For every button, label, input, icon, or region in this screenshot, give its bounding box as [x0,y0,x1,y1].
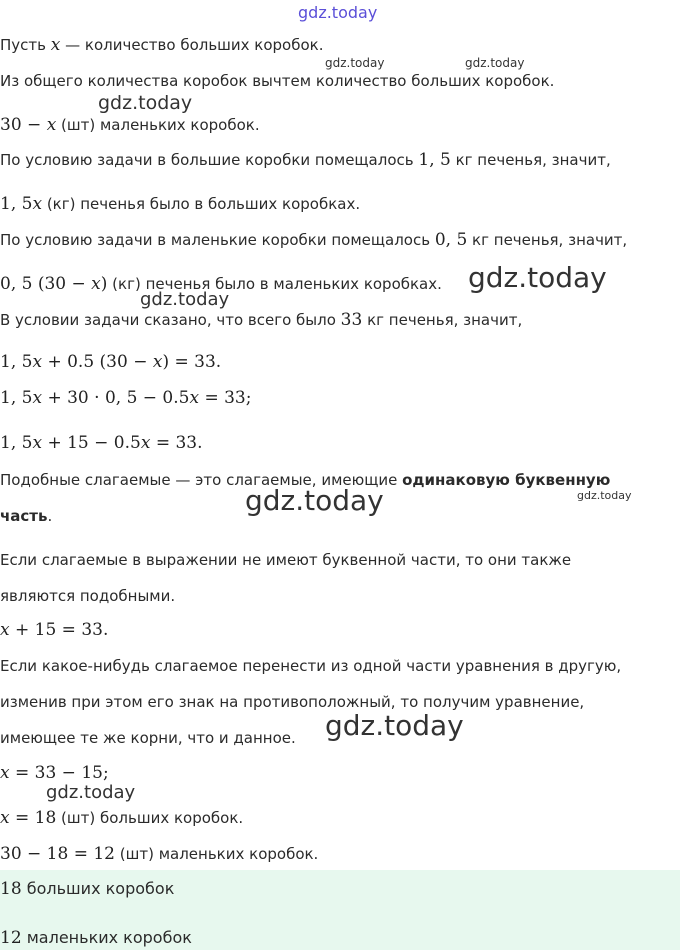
definition-line-2: часть. [0,507,53,525]
answer-small-boxes: 12 маленьких коробок [0,928,192,948]
equation-7: 30 − 18 = 12 (шт) маленьких коробок. [0,844,319,864]
text-line-let-x: Пусть x — количество больших коробок. [0,35,324,55]
watermark: gdz.today [245,484,384,517]
watermark: gdz.today [46,782,136,803]
text-line-small-boxes: 30 − x (шт) маленьких коробок. [0,115,260,135]
note-line-2: являются подобными. [0,587,176,605]
answer-large-boxes: 18 больших коробок [0,879,175,899]
text-line-small-cookies: 0, 5 (30 − x) (кг) печенья было в маленьких коробках. [0,274,442,294]
definition-line-1: Подобные слагаемые — это слагаемые, имеющие одинаковую буквенную [0,471,611,489]
rule-line-2: изменив при этом его знак на противоположный, то получим уравнение, [0,693,585,711]
text-line-small-condition: По условию задачи в маленькие коробки помещалось 0, 5 кг печенья, значит, [0,230,628,250]
text-line-total: В условии задачи сказано, что всего было 33 кг печенья, значит, [0,310,523,330]
rule-line-3: имеющее те же корни, что и данное. [0,729,296,747]
text-line-large-condition: По условию задачи в большие коробки помещалось 1, 5 кг печенья, значит, [0,150,611,170]
equation-5: x = 33 − 15; [0,763,109,783]
equation-3: 1, 5x + 15 − 0.5x = 33. [0,433,203,453]
watermark: gdz.today [468,261,607,294]
text-line-subtract: Из общего количества коробок вычтем количество больших коробок. [0,72,555,90]
watermark: gdz.today [98,92,193,114]
equation-2: 1, 5x + 30 · 0, 5 − 0.5x = 33; [0,388,252,408]
watermark: gdz.today [140,289,230,310]
equation-1: 1, 5x + 0.5 (30 − x) = 33. [0,352,222,372]
rule-line-1: Если какое-нибудь слагаемое перенести из одной части уравнения в другую, [0,657,622,675]
text-line-large-cookies: 1, 5x (кг) печенья было в больших коробках. [0,194,361,214]
equation-6: x = 18 (шт) больших коробок. [0,808,244,828]
watermark-top: gdz.today [298,3,378,22]
watermark: gdz.today [325,709,464,742]
watermark: gdz.today [465,56,525,70]
watermark: gdz.today [577,489,632,502]
watermark: gdz.today [325,56,385,70]
equation-4: x + 15 = 33. [0,620,109,640]
note-line-1: Если слагаемые в выражении не имеют буквенной части, то они также [0,551,572,569]
